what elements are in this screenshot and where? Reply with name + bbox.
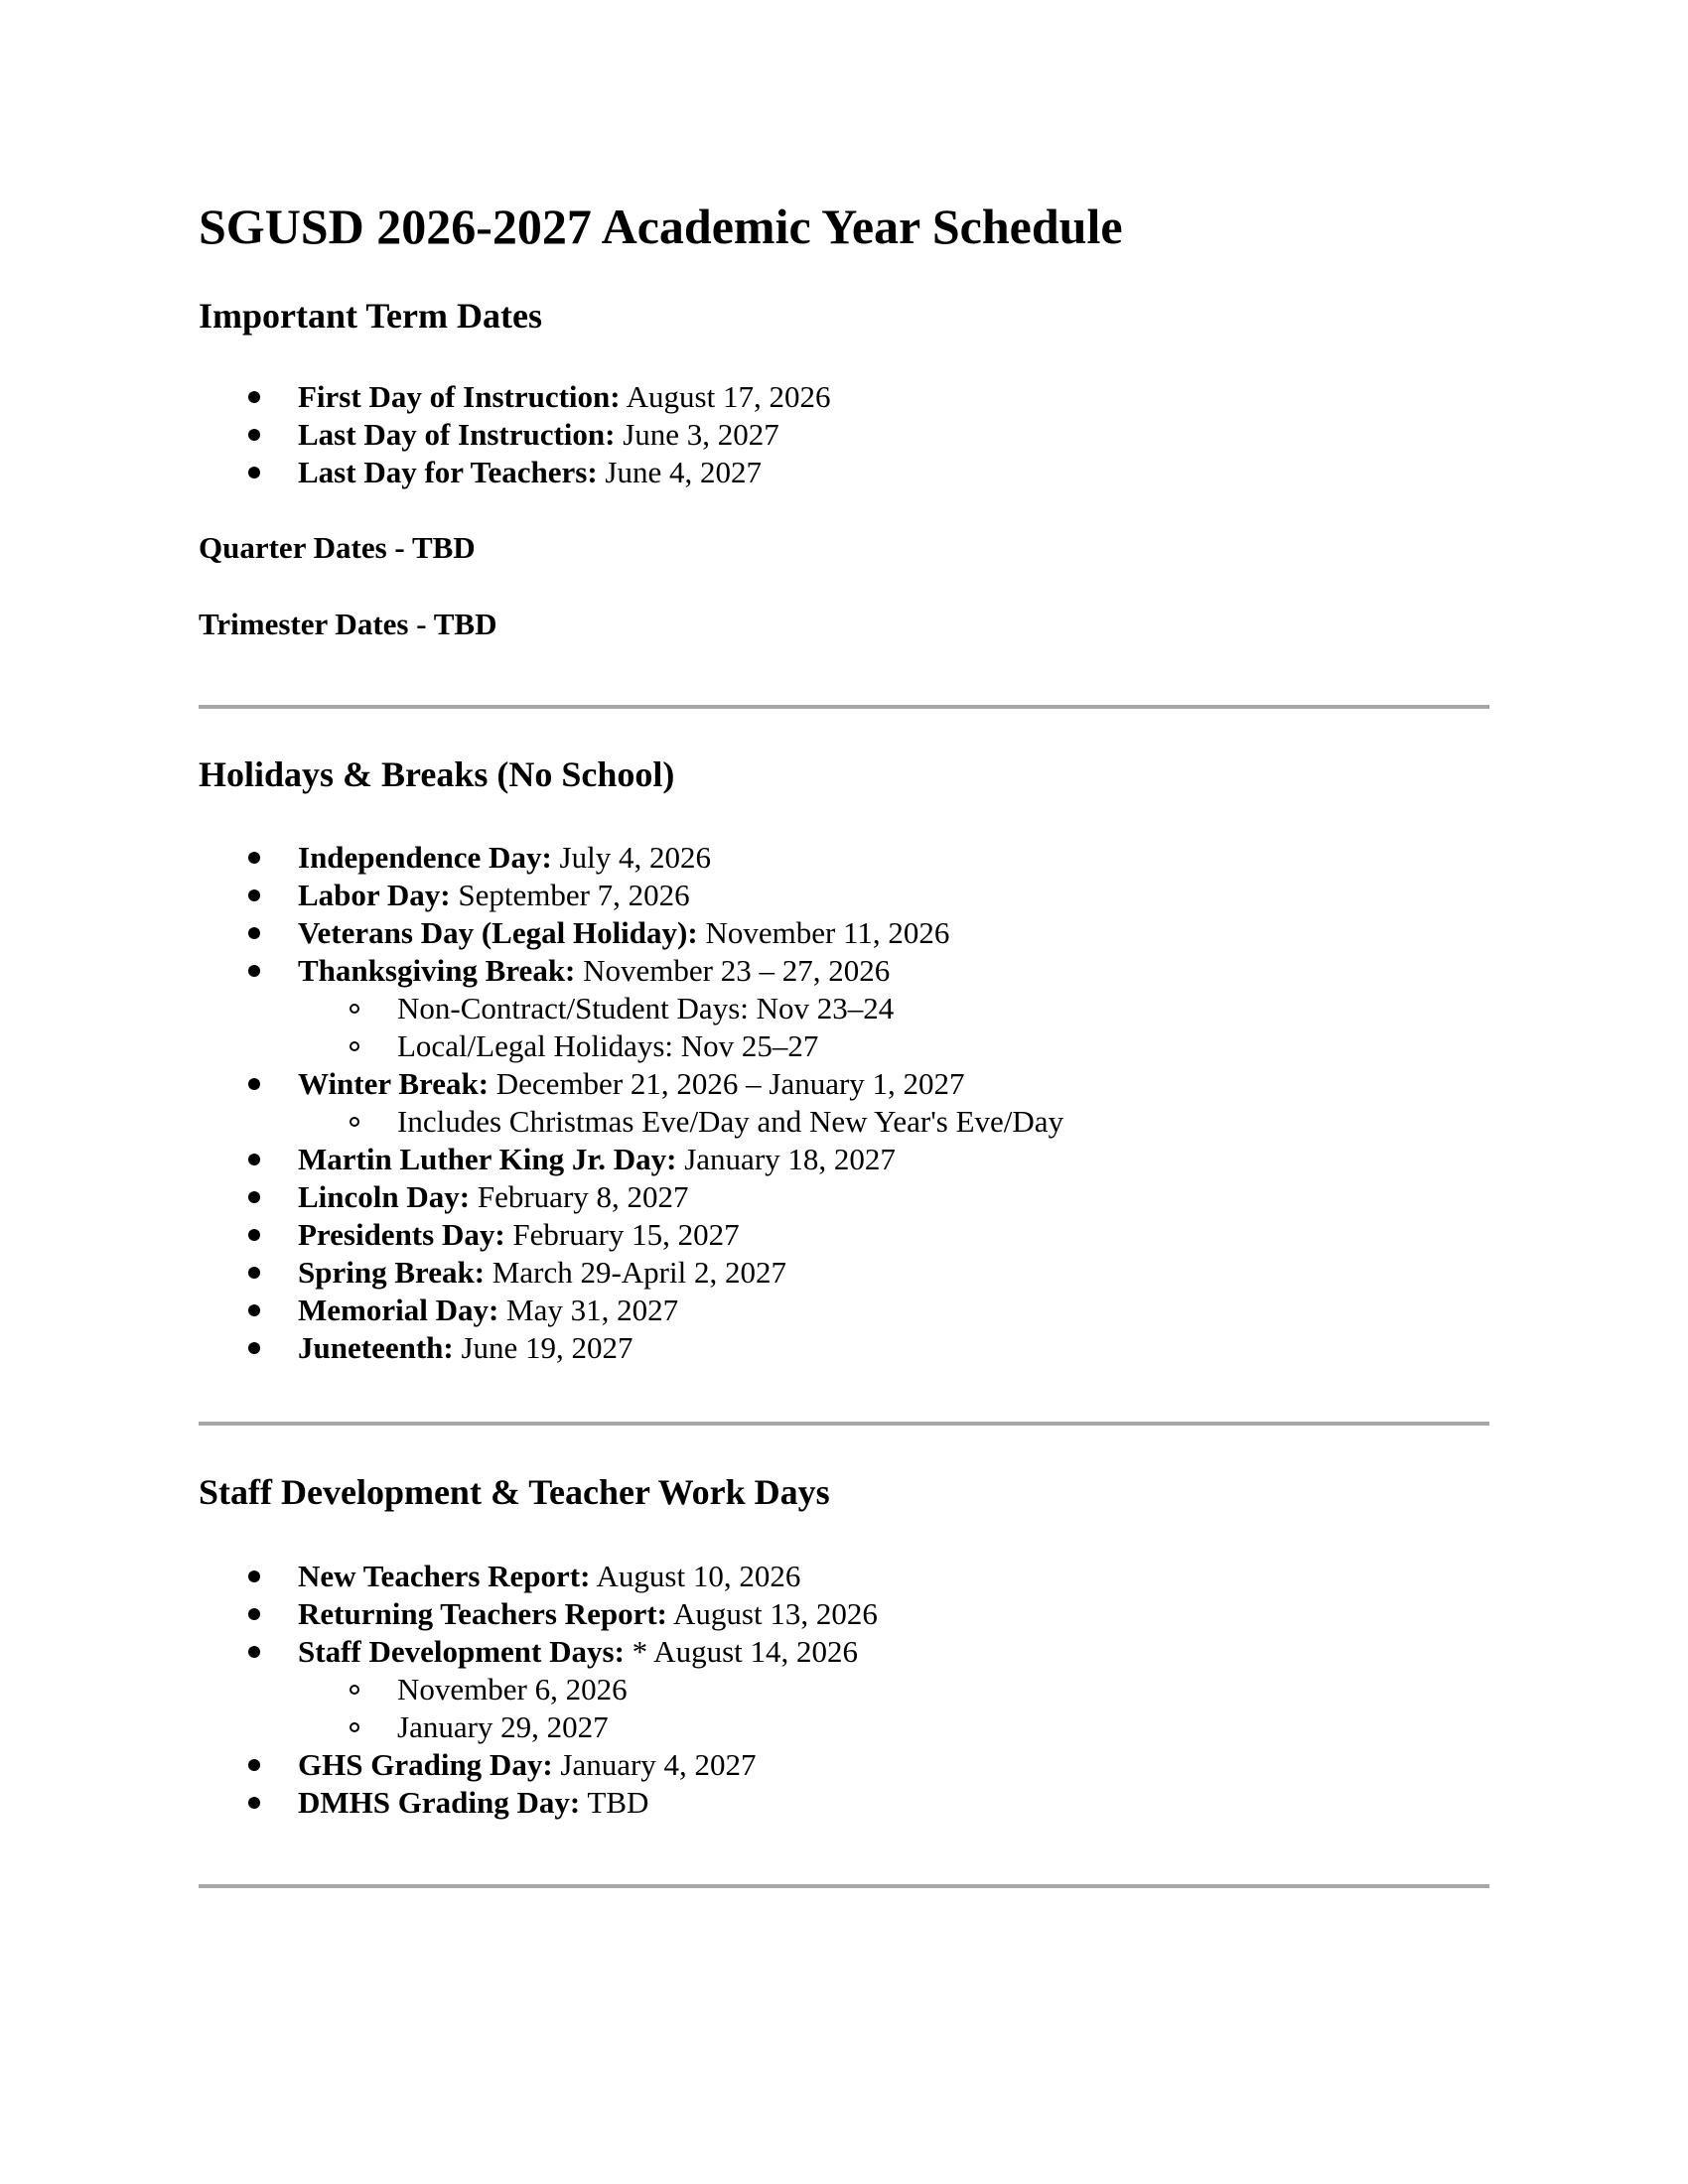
- item-label: Staff Development Days:: [298, 1634, 625, 1669]
- bullet-icon: [248, 391, 260, 403]
- section-heading-term: Important Term Dates: [199, 296, 542, 336]
- item-value: August 10, 2026: [596, 1559, 801, 1593]
- item-value: November 11, 2026: [705, 915, 950, 950]
- bullet-icon: [248, 927, 260, 939]
- item-value: December 21, 2026 – January 1, 2027: [495, 1066, 965, 1101]
- list-item: [298, 1558, 800, 1595]
- trimester-dates-note: Trimester Dates - TBD: [199, 607, 497, 641]
- list-item: [298, 877, 690, 914]
- sub-bullet-icon: [350, 1117, 359, 1127]
- list-item: [298, 1254, 786, 1292]
- section-divider: [199, 1884, 1489, 1888]
- item-value: March 29-April 2, 2027: [492, 1255, 786, 1290]
- list-item: [298, 416, 779, 454]
- bullet-icon: [248, 467, 260, 478]
- item-value: TBD: [587, 1785, 649, 1820]
- bullet-icon: [248, 852, 260, 864]
- item-value: February 15, 2027: [512, 1217, 740, 1252]
- sub-list-item: Non-Contract/Student Days: Nov 23–24: [397, 991, 895, 1025]
- item-label: Thanksgiving Break:: [298, 953, 576, 988]
- sub-list-item: November 6, 2026: [397, 1672, 628, 1706]
- list-item: [298, 1633, 858, 1671]
- item-label: Labor Day:: [298, 878, 451, 912]
- item-label: Returning Teachers Report:: [298, 1596, 667, 1631]
- item-value: June 19, 2027: [461, 1330, 633, 1365]
- item-value: September 7, 2026: [458, 878, 690, 912]
- list-item: [298, 1595, 878, 1633]
- item-label: DMHS Grading Day:: [298, 1785, 581, 1820]
- section-divider: [199, 705, 1489, 709]
- sub-bullet-icon: [350, 1041, 359, 1051]
- sub-bullet-icon: [350, 1722, 359, 1732]
- bullet-icon: [248, 1267, 260, 1279]
- sub-bullet-icon: [350, 1004, 359, 1014]
- item-label: Memorial Day:: [298, 1293, 499, 1327]
- item-value: January 18, 2027: [684, 1142, 896, 1176]
- item-label: Juneteenth:: [298, 1330, 454, 1365]
- sub-list-item: Includes Christmas Eve/Day and New Year's Eve/Day: [397, 1104, 1064, 1139]
- quarter-dates-note: Quarter Dates - TBD: [199, 530, 476, 565]
- item-label: Lincoln Day:: [298, 1179, 471, 1214]
- item-value: August 13, 2026: [673, 1596, 878, 1631]
- bullet-icon: [248, 429, 260, 441]
- sub-bullet-icon: [350, 1685, 359, 1695]
- item-label: First Day of Instruction:: [298, 379, 621, 414]
- item-value: May 31, 2027: [506, 1293, 679, 1327]
- bullet-icon: [248, 1078, 260, 1090]
- bullet-icon: [248, 1154, 260, 1165]
- bullet-icon: [248, 1608, 260, 1620]
- page-title: SGUSD 2026-2027 Academic Year Schedule: [199, 199, 1123, 254]
- item-label: GHS Grading Day:: [298, 1747, 553, 1782]
- sub-list-item: January 29, 2027: [397, 1709, 609, 1744]
- item-label: Last Day of Instruction:: [298, 417, 616, 452]
- list-item: [298, 952, 890, 990]
- item-label: Veterans Day (Legal Holiday):: [298, 915, 698, 950]
- list-item: [298, 454, 762, 491]
- bullet-icon: [248, 965, 260, 977]
- bullet-icon: [248, 1570, 260, 1582]
- item-value: June 3, 2027: [623, 417, 779, 452]
- item-value: January 4, 2027: [560, 1747, 757, 1782]
- list-item: [298, 914, 949, 952]
- item-value: June 4, 2027: [605, 455, 762, 489]
- list-item: [298, 1292, 678, 1329]
- list-item: [298, 1329, 633, 1367]
- item-label: Winter Break:: [298, 1066, 490, 1101]
- item-label: Presidents Day:: [298, 1217, 505, 1252]
- list-item: [298, 378, 830, 416]
- list-item: [298, 1746, 757, 1784]
- item-label: Spring Break:: [298, 1255, 486, 1290]
- item-label: New Teachers Report:: [298, 1559, 591, 1593]
- list-item: [298, 1216, 740, 1254]
- list-item: [298, 1784, 648, 1822]
- list-item: [298, 1178, 689, 1216]
- bullet-icon: [248, 1229, 260, 1241]
- bullet-icon: [248, 1191, 260, 1203]
- item-value: * August 14, 2026: [632, 1634, 858, 1669]
- list-item: [298, 1065, 965, 1103]
- item-value: November 23 – 27, 2026: [583, 953, 891, 988]
- section-heading-holidays: Holidays & Breaks (No School): [199, 754, 675, 794]
- bullet-icon: [248, 889, 260, 901]
- bullet-icon: [248, 1646, 260, 1658]
- bullet-icon: [248, 1342, 260, 1354]
- item-value: February 8, 2027: [477, 1179, 689, 1214]
- section-heading-staff: Staff Development & Teacher Work Days: [199, 1472, 830, 1512]
- item-value: August 17, 2026: [626, 379, 831, 414]
- bullet-icon: [248, 1304, 260, 1316]
- section-divider: [199, 1422, 1489, 1426]
- item-label: Martin Luther King Jr. Day:: [298, 1142, 677, 1176]
- bullet-icon: [248, 1797, 260, 1809]
- item-label: Independence Day:: [298, 840, 552, 875]
- list-item: [298, 1141, 896, 1178]
- sub-list-item: Local/Legal Holidays: Nov 25–27: [397, 1028, 819, 1063]
- bullet-icon: [248, 1759, 260, 1771]
- list-item: [298, 839, 711, 877]
- item-value: July 4, 2026: [559, 840, 711, 875]
- item-label: Last Day for Teachers:: [298, 455, 598, 489]
